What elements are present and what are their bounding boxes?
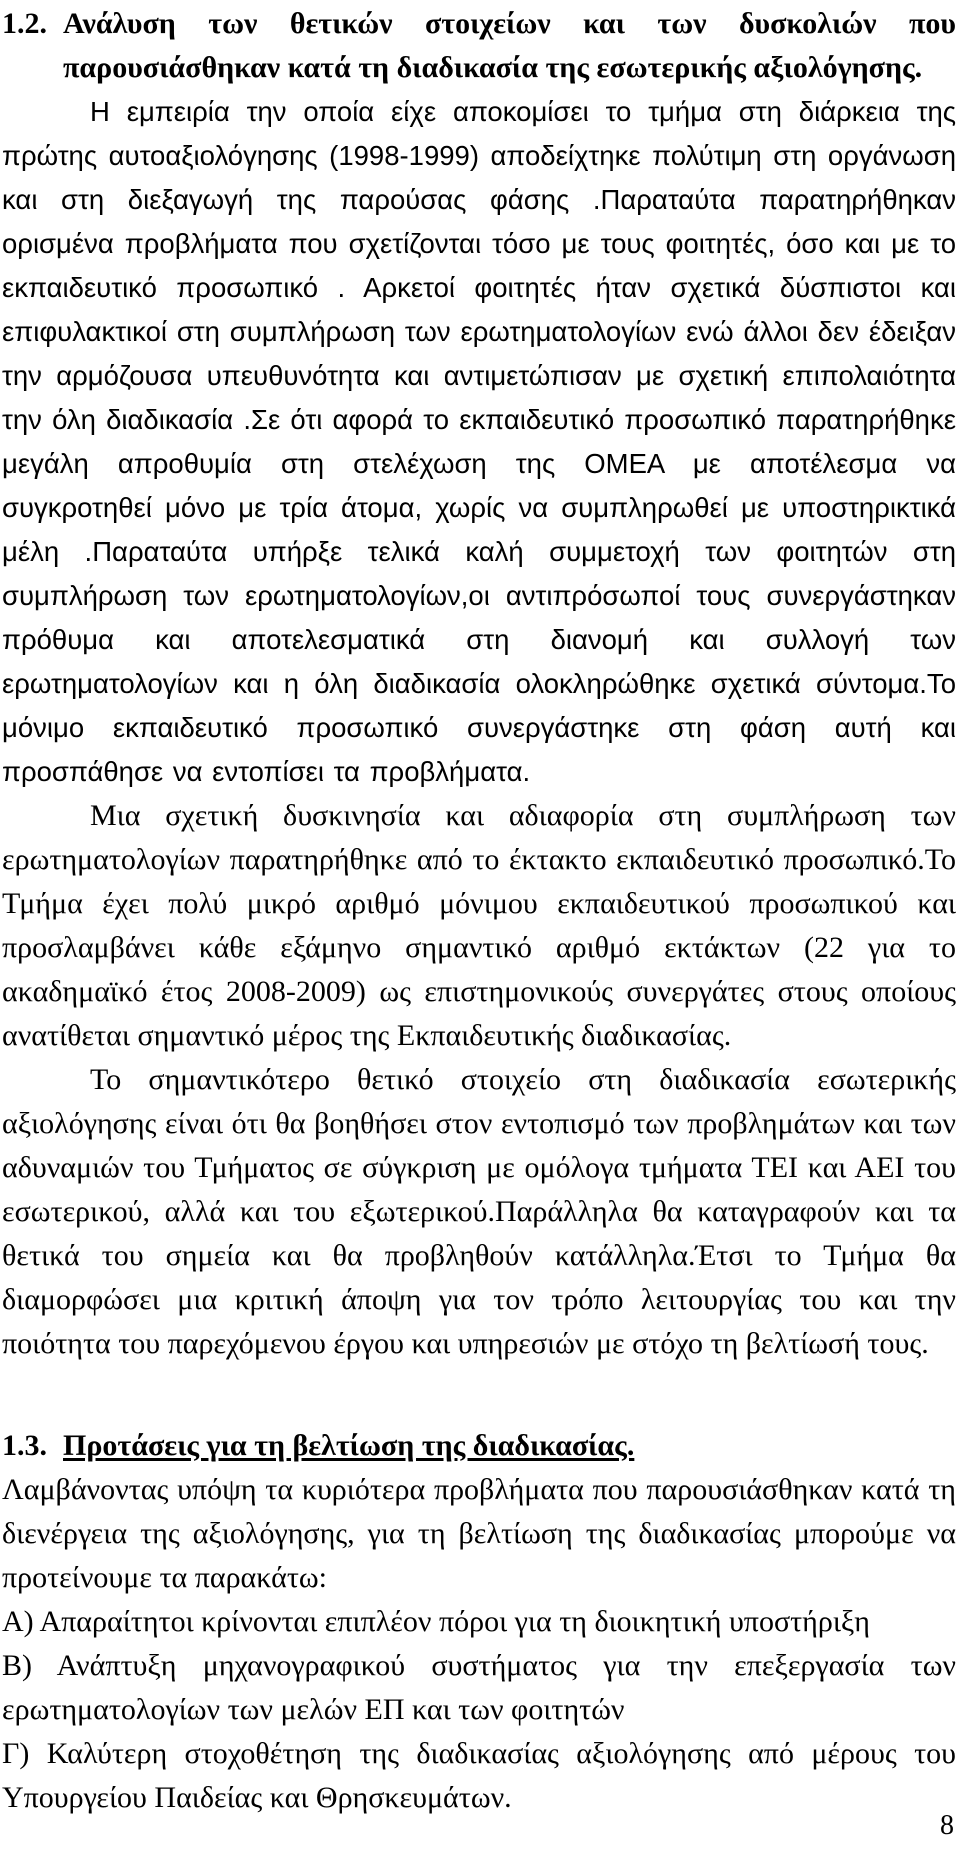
proposals-intro: Λαμβάνοντας υπόψη τα κυριότερα προβλήματα που παρουσιάσθηκαν κατά τη διενέργεια της αξιολόγησης, για τη βελτίωση της διαδικασίας μπορούμε να προτείνουμε τα παρακάτω: — [2, 1473, 956, 1594]
paragraph-2: Μια σχετική δυσκινησία και αδιαφορία στη συμπλήρωση των ερωτηματολογίων παρατηρήθηκε από το έκτακτο εκπαιδευτικό προσωπικό.Το Τμήμα έχει πολύ μικρό αριθμό μόνιμου εκπαιδευτικού προσωπικού και προσλαμβάνει κάθε εξάμηνο σημαντικό αριθμό εκτάκτων (22 για το ακαδημαϊκό έτος 2008-2009) ως επιστημονικούς συνεργάτες στους οποίους ανατίθεται σημαντικό μέρος της Εκπαιδευτικής διαδικασίας. — [2, 799, 956, 1052]
proposal-item-c: Γ) Καλύτερη στοχοθέτηση της διαδικασίας αξιολόγησης από μέρους του Υπουργείου Παιδείας και Θρησκευμάτων. — [2, 1737, 956, 1814]
proposal-item-a: Α) Απαραίτητοι κρίνονται επιπλέον πόροι για τη διοικητική υποστήριξη — [2, 1605, 870, 1638]
section-title: Ανάλυση των θετικών στοιχείων και των δυσκολιών που παρουσιάσθηκαν κατά τη διαδικασία της εσωτερικής αξιολόγησης. — [63, 7, 956, 84]
section-number: 1.3. — [2, 1429, 47, 1462]
section-number: 1.2. — [2, 7, 47, 40]
paragraph-1: Η εμπειρία την οποία είχε αποκομίσει το τμήμα στη διάρκεια της πρώτης αυτοαξιολόγησης (1998-1999) αποδείχτηκε πολύτιμη στη οργάνωση και στη διεξαγωγή της παρούσας φάσης .Παραταύτα παρατηρήθηκαν ορισμένα προβλήματα που σχετίζονται τόσο με τους φοιτητές, όσο και με το εκπαιδευτικό προσωπικό . Αρκετοί φοιτητές ήταν σχετικά δύσπιστοι και επιφυλακτικοί στη συμπλήρωση των ερωτηματολογίων ενώ άλλοι δεν έδειξαν την αρμόζουσα υπευθυνότητα και αντιμετώπισαν με σχετική επιπολαιότητα την όλη διαδικασία .Σε ότι αφορά το εκπαιδευτικό προσωπικό παρατηρήθηκε μεγάλη απροθυμία στη στελέχωση της ΟΜΕΑ με αποτέλεσμα να συγκροτηθεί μόνο με τρία άτομα, χωρίς να συμπληρωθεί με υποστηρικτικά μέλη .Παραταύτα υπήρξε τελικά καλή συμμετοχή των φοιτητών στη συμπλήρωση των ερωτηματολογίων,οι αντιπρόσωποί τους συνεργάστηκαν πρόθυμα και αποτελεσματικά στη διανομή και συλλογή των ερωτηματολογίων και η όλη διαδικασία ολοκληρώθηκε σχετικά σύντομα.Το μόνιμο εκπαιδευτικό προσωπικό συνεργάστηκε στη φάση αυτή και προσπάθησε να εντοπίσει τα προβλήματα. — [2, 96, 956, 787]
section-heading-1-2 — [2, 0, 956, 90]
section-title — [63, 1424, 956, 1468]
section-heading-1-3 — [2, 1424, 956, 1468]
section-title-text: Προτάσεις για τη βελτίωση της διαδικασίας. — [63, 1429, 635, 1462]
section-spacer — [2, 1366, 956, 1424]
proposal-item-b: Β) Ανάπτυξη μηχανογραφικού συστήματος για την επεξεργασία των ερωτηματολογίων των μελών ΕΠ και των φοιτητών — [2, 1649, 956, 1726]
document-page — [2, 0, 956, 1820]
page-number: 8 — [940, 1810, 954, 1841]
paragraph-3: Το σημαντικότερο θετικό στοιχείο στη διαδικασία εσωτερικής αξιολόγησης είναι ότι θα βοηθήσει στον εντοπισμό των προβλημάτων και των αδυναμιών του Τμήματος σε σύγκριση με ομόλογα τμήματα ΤΕΙ και ΑΕΙ του εσωτερικού, αλλά και του εξωτερικού.Παράλληλα θα καταγραφούν και τα θετικά του σημεία και θα προβληθούν κατάλληλα.Έτσι το Τμήμα θα διαμορφώσει μια κριτική άποψη για τον τρόπο λειτουργίας του και την ποιότητα του παρεχόμενου έργου και υπηρεσιών με στόχο τη βελτίωσή τους. — [2, 1063, 956, 1360]
